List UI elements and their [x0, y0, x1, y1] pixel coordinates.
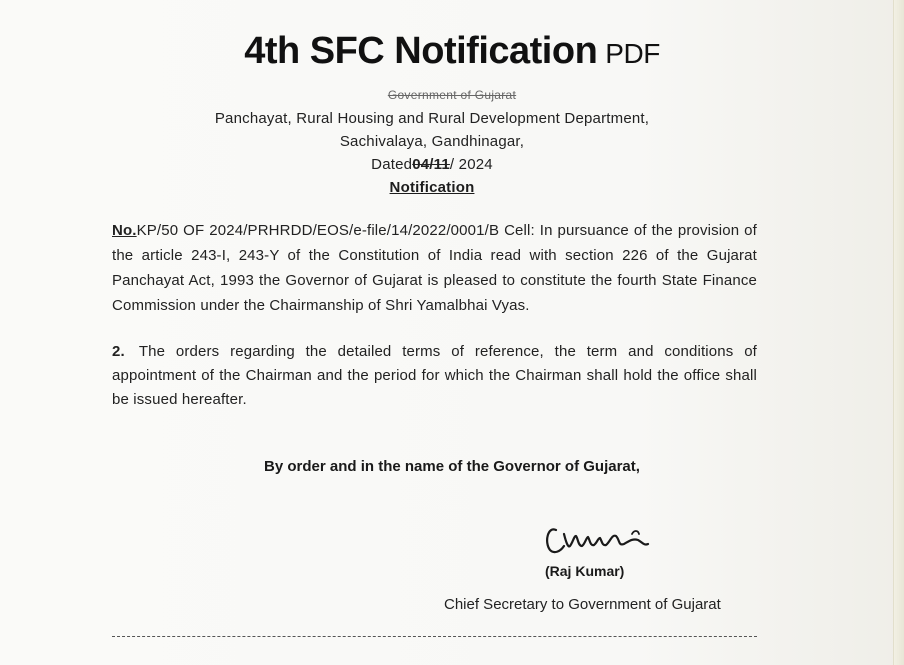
paragraph-2-text: The orders regarding the detailed terms of reference, the term and conditions of appointment of the Chairman and the period for which the Chairman shall hold the office shall be issued hereafter.	[112, 343, 757, 408]
government-line: Government of Gujarat	[387, 88, 517, 102]
dashed-divider	[112, 636, 757, 637]
date-line	[0, 156, 864, 173]
signatory-designation: Chief Secretary to Government of Gujarat	[444, 596, 721, 613]
title-text: 4th SFC Notification	[244, 30, 598, 72]
address-line: Sachivalaya, Gandhinagar,	[339, 133, 525, 150]
date-prefix: Dated	[371, 156, 413, 173]
number-label: No.	[112, 222, 137, 239]
date-year: / 2024	[449, 156, 493, 173]
paragraph-1-text: KP/50 OF 2024/PRHRDD/EOS/e-file/14/2022/0001/B Cell: In pursuance of the provision of the article 243-I, 243-Y of the Constitution of India read with section 226 of the Gujarat Panchayat Act, 1993 the Governor of Gujarat is pleased to constitute the fourth State Finance Commission under the Chairmanship of Shri Yamalbhai Vyas.	[112, 222, 757, 314]
signatory-name: (Raj Kumar)	[545, 563, 625, 579]
notification-paragraph-2	[112, 340, 757, 412]
department-line: Panchayat, Rural Housing and Rural Development Department,	[214, 110, 650, 127]
notification-heading: Notification	[389, 179, 475, 196]
date-day-month: 04/11	[412, 156, 450, 173]
notification-paragraph-1	[112, 218, 757, 318]
title-suffix: PDF	[605, 38, 660, 69]
signature-image	[540, 512, 660, 564]
page-title	[0, 30, 904, 73]
paragraph-number: 2.	[112, 343, 125, 360]
by-order-line: By order and in the name of the Governor of Gujarat,	[264, 458, 640, 475]
